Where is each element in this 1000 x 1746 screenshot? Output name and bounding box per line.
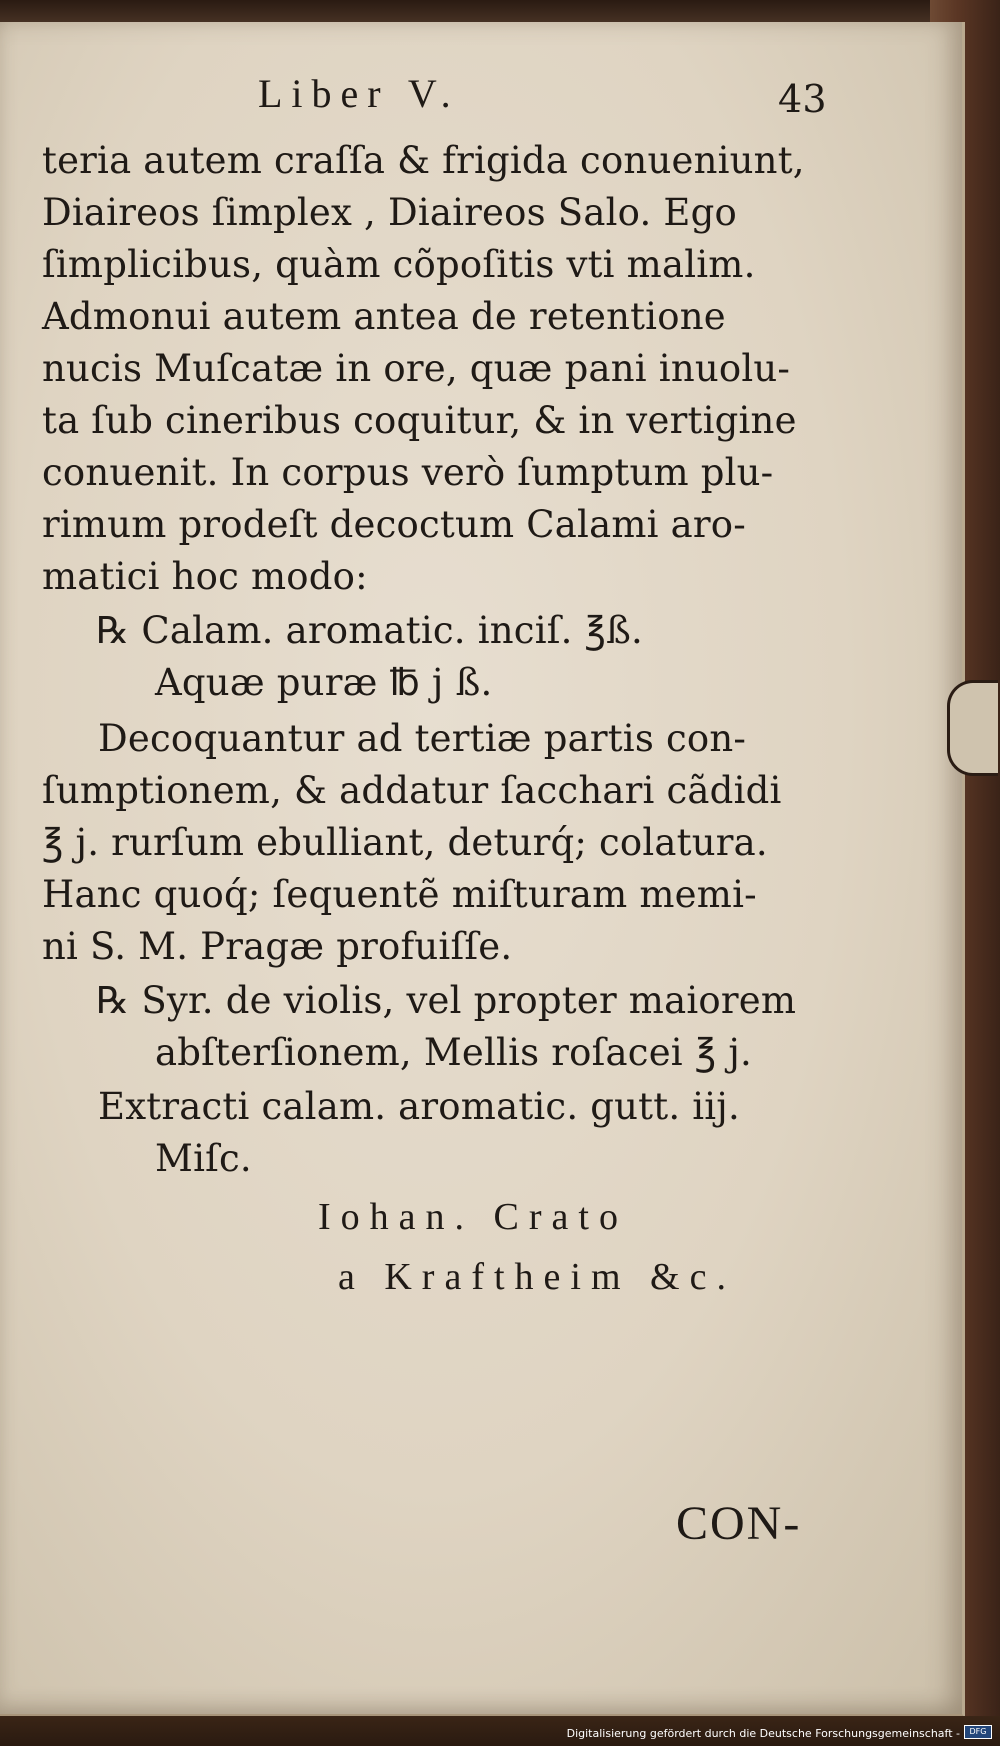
catchword: CON- xyxy=(676,1497,802,1550)
body-line: Diaireos ſimplex , Diaireos Salo. Ego xyxy=(42,191,737,234)
recipe-line: Extracti calam. aromatic. gutt. iij. xyxy=(98,1085,740,1128)
signature-place: a Kraftheim &c. xyxy=(338,1256,736,1298)
footer-credit: Digitalisierung gefördert durch die Deutsche Forschungsgemeinschaft - xyxy=(566,1727,960,1740)
body-line: ni S. M. Pragæ profuiſſe. xyxy=(42,925,513,968)
page-clip xyxy=(947,680,998,776)
recipe-line: Aquæ puræ ℔ j ß. xyxy=(155,661,493,704)
body-line: Hanc quoq́; ſequentẽ miſturam memi- xyxy=(42,873,757,916)
body-line: nucis Muſcatæ in ore, quæ pani inuolu- xyxy=(42,347,791,390)
body-line: matici hoc modo: xyxy=(42,555,368,598)
running-head: Liber V. xyxy=(258,71,460,116)
body-line: ſumptionem, & addatur ſacchari cãdidi xyxy=(42,769,782,812)
page-sheet xyxy=(0,22,965,1718)
body-line: ta ſub cineribus coquitur, & in vertigine xyxy=(42,399,797,442)
footer-bar xyxy=(0,1716,1000,1746)
dfg-logo: DFG xyxy=(964,1725,992,1739)
body-line: conuenit. In corpus verò ſumptum plu- xyxy=(42,451,774,494)
recipe-line: ℞ Syr. de violis, vel propter maiorem xyxy=(96,979,797,1022)
body-line: Admonui autem antea de retentione xyxy=(42,295,726,338)
body-line: teria autem craſſa & frigida conueniunt, xyxy=(42,139,805,182)
page-number: 43 xyxy=(778,77,827,121)
recipe-line: ℞ Calam. aromatic. inciſ. ℥ß. xyxy=(96,609,643,652)
recipe-line: abſterſionem, Mellis roſacei ℥ j. xyxy=(155,1031,752,1074)
signature-name: Iohan. Crato xyxy=(318,1196,628,1238)
body-line: rimum prodeſt decoctum Calami aro- xyxy=(42,503,746,546)
body-line: ℥ j. rurſum ebulliant, deturq́; colatura. xyxy=(42,821,768,864)
recipe-line: Miſc. xyxy=(155,1137,252,1180)
body-line: Decoquantur ad tertiæ partis con- xyxy=(98,717,747,760)
body-line: ſimplicibus, quàm cõpoſitis vti malim. xyxy=(42,243,756,286)
